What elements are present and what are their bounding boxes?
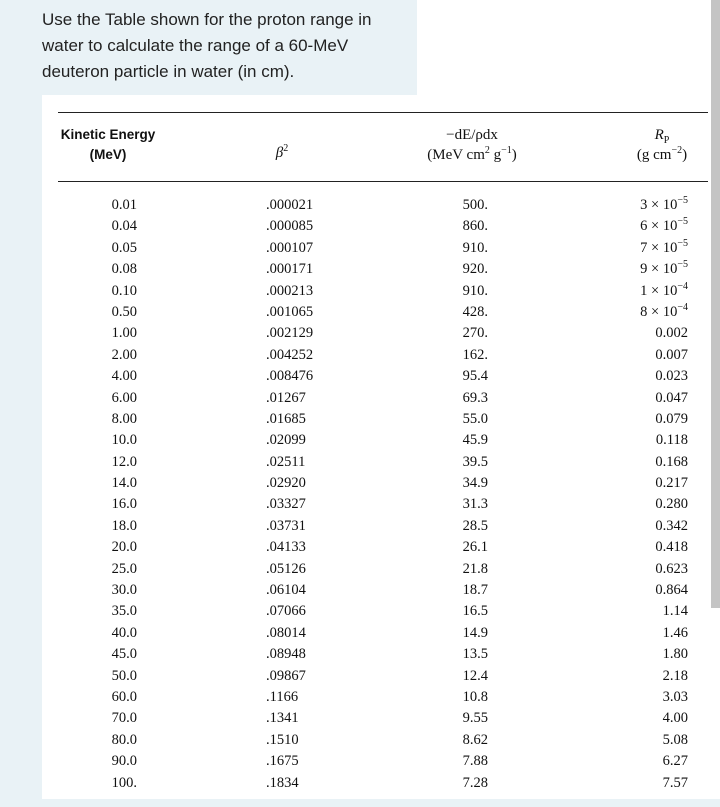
cell-range	[602, 216, 688, 237]
cell-beta-squared: .07066	[266, 603, 306, 620]
cell-stopping-power: 7.28	[462, 774, 488, 791]
table-row	[42, 452, 710, 473]
table-row	[42, 345, 710, 366]
cell-range-value: 9 × 10	[640, 261, 678, 278]
cell-kinetic-energy: 0.08	[111, 261, 137, 278]
cell-range	[602, 323, 688, 344]
cell-range	[602, 452, 688, 473]
cell-range-value: 3 × 10	[640, 197, 678, 213]
cell-kinetic-energy: 10.0	[111, 432, 137, 449]
cell-stopping-power: 95.4	[462, 368, 488, 385]
cell-kinetic-energy: 30.0	[111, 582, 137, 599]
cell-range-value: 0.002	[655, 325, 688, 342]
cell-range-value: 1.80	[662, 646, 688, 663]
cell-range-value: 0.007	[655, 346, 688, 363]
cell-range-value: 0.418	[655, 539, 688, 556]
cell-beta-squared: .008476	[266, 368, 314, 385]
table-row	[42, 559, 710, 580]
cell-range	[602, 516, 688, 537]
cell-stopping-power: 162.	[462, 346, 488, 363]
header-range-r: R	[654, 127, 664, 143]
cell-beta-squared: .000107	[266, 239, 314, 256]
cell-kinetic-energy: 0.01	[111, 197, 137, 213]
cell-stopping-power: 428.	[462, 303, 488, 320]
cell-kinetic-energy: 18.0	[111, 517, 137, 534]
cell-range-value: 0.864	[655, 582, 688, 599]
table-row	[42, 623, 710, 644]
cell-kinetic-energy: 20.0	[111, 539, 137, 556]
cell-kinetic-energy: 1.00	[111, 325, 137, 342]
cell-range	[602, 345, 688, 366]
cell-range-value: 7.57	[662, 774, 688, 791]
cell-range-value: 3.03	[662, 688, 688, 705]
table-header-rule	[58, 181, 708, 182]
cell-beta-squared: .02511	[266, 453, 306, 470]
cell-stopping-power: 45.9	[462, 432, 488, 449]
cell-kinetic-energy: 60.0	[111, 688, 137, 705]
cell-range	[602, 751, 688, 772]
cell-range-value: 7 × 10	[640, 239, 678, 256]
table-row	[42, 323, 710, 344]
cell-stopping-power: 16.5	[462, 603, 488, 620]
cell-kinetic-energy: 2.00	[111, 346, 137, 363]
header-kinetic-energy-label: Kinetic Energy	[60, 127, 156, 142]
header-range-unit-exp: −2	[671, 145, 683, 156]
cell-range	[602, 302, 688, 323]
header-de-unit-exp1: 2	[484, 145, 490, 156]
cell-range-value: 0.047	[655, 389, 688, 406]
table-row	[42, 537, 710, 558]
table-row	[42, 666, 710, 687]
cell-beta-squared: .000171	[266, 261, 314, 278]
cell-kinetic-energy: 50.0	[111, 667, 137, 684]
header-range-unit	[617, 145, 707, 165]
cell-stopping-power: 7.88	[462, 753, 488, 770]
cell-stopping-power: 270.	[462, 325, 488, 342]
cell-stopping-power: 69.3	[462, 389, 488, 406]
cell-range	[602, 281, 688, 302]
cell-range	[602, 259, 688, 280]
cell-range	[602, 388, 688, 409]
cell-range	[602, 730, 688, 751]
cell-beta-squared: .1166	[266, 688, 299, 705]
cell-range	[602, 580, 688, 601]
cell-stopping-power: 21.8	[462, 560, 488, 577]
question-panel	[0, 0, 417, 95]
cell-stopping-power: 8.62	[462, 731, 488, 748]
cell-beta-squared: .1675	[266, 753, 299, 770]
cell-kinetic-energy: 0.10	[111, 282, 137, 299]
header-kinetic-energy	[58, 125, 158, 165]
cell-range-value: 5.08	[662, 731, 688, 748]
cell-beta-squared: .03731	[266, 517, 306, 534]
cell-kinetic-energy: 90.0	[111, 753, 137, 770]
cell-beta-squared: .08014	[266, 624, 306, 641]
left-margin-panel	[0, 95, 42, 807]
table-row	[42, 773, 710, 794]
cell-stopping-power: 39.5	[462, 453, 488, 470]
table-row	[42, 302, 710, 323]
cell-beta-squared: .001065	[266, 303, 314, 320]
table-row	[42, 687, 710, 708]
cell-beta-squared: .06104	[266, 582, 306, 599]
cell-kinetic-energy: 0.04	[111, 218, 137, 235]
cell-kinetic-energy: 40.0	[111, 624, 137, 641]
table-row	[42, 430, 710, 451]
cell-beta-squared: .05126	[266, 560, 306, 577]
cell-range-value: 0.280	[655, 496, 688, 513]
header-range	[617, 125, 707, 165]
cell-stopping-power: 910.	[462, 282, 488, 299]
cell-beta-squared: .01267	[266, 389, 306, 406]
cell-stopping-power: 910.	[462, 239, 488, 256]
cell-kinetic-energy: 35.0	[111, 603, 137, 620]
cell-kinetic-energy: 70.0	[111, 710, 137, 727]
cell-stopping-power: 14.9	[462, 624, 488, 641]
cell-range-value: 0.118	[655, 432, 688, 449]
vertical-scrollbar[interactable]	[711, 0, 720, 608]
cell-range	[602, 195, 688, 216]
cell-kinetic-energy: 45.0	[111, 646, 137, 663]
cell-kinetic-energy: 14.0	[111, 475, 137, 492]
cell-range-exponent: −4	[677, 302, 688, 314]
header-stopping-power	[402, 125, 542, 165]
cell-range	[602, 430, 688, 451]
cell-range-exponent: −5	[677, 237, 688, 249]
question-text: Use the Table shown for the proton range in water to calculate the range of a 60-MeV deuteron particle in water (in cm).	[42, 10, 372, 81]
table-row	[42, 751, 710, 772]
table-row	[42, 366, 710, 387]
cell-kinetic-energy: 80.0	[111, 731, 137, 748]
cell-range-value: 2.18	[662, 667, 688, 684]
header-range-unit-b: )	[682, 147, 688, 163]
cell-stopping-power: 55.0	[462, 410, 488, 427]
cell-range	[602, 601, 688, 622]
table-row	[42, 388, 710, 409]
cell-beta-squared: .1834	[266, 774, 299, 791]
cell-stopping-power: 9.55	[462, 710, 488, 727]
table-row	[42, 238, 710, 259]
cell-beta-squared: .000021	[266, 197, 314, 213]
cell-range-value: 8 × 10	[640, 303, 678, 320]
cell-range	[602, 537, 688, 558]
cell-kinetic-energy: 12.0	[111, 453, 137, 470]
header-range-subscript: P	[663, 135, 670, 146]
header-kinetic-energy-unit: (MeV)	[89, 147, 127, 162]
cell-range	[602, 366, 688, 387]
cell-range	[602, 409, 688, 430]
cell-range-value: 0.079	[655, 410, 688, 427]
cell-beta-squared: .09867	[266, 667, 306, 684]
table-row	[42, 473, 710, 494]
cell-beta-squared: .000085	[266, 218, 314, 235]
cell-stopping-power: 18.7	[462, 582, 488, 599]
cell-kinetic-energy: 100.	[111, 774, 137, 791]
cell-range	[602, 666, 688, 687]
cell-range-value: 1.46	[662, 624, 688, 641]
table-row	[42, 708, 710, 729]
header-stopping-power-label: −dE/ρdx	[446, 127, 498, 143]
cell-beta-squared: .03327	[266, 496, 306, 513]
cell-range	[602, 644, 688, 665]
cell-range-exponent: −5	[677, 216, 688, 228]
header-beta-exponent: 2	[283, 143, 289, 154]
cell-range	[602, 473, 688, 494]
table-row	[42, 644, 710, 665]
cell-kinetic-energy: 16.0	[111, 496, 137, 513]
cell-beta-squared: .04133	[266, 539, 306, 556]
cell-range-value: 4.00	[662, 710, 688, 727]
cell-range-exponent: −4	[677, 280, 688, 292]
cell-kinetic-energy: 25.0	[111, 560, 137, 577]
cell-stopping-power: 31.3	[462, 496, 488, 513]
cell-kinetic-energy: 0.05	[111, 239, 137, 256]
bottom-margin-panel	[0, 799, 720, 807]
cell-kinetic-energy: 4.00	[111, 368, 137, 385]
cell-kinetic-energy: 0.50	[111, 303, 137, 320]
cell-stopping-power: 860.	[462, 218, 488, 235]
proton-range-table	[42, 95, 710, 799]
cell-range-exponent: −5	[677, 259, 688, 271]
cell-range-exponent: −5	[677, 195, 688, 207]
cell-range	[602, 559, 688, 580]
cell-beta-squared: .1341	[266, 710, 299, 727]
cell-range	[602, 494, 688, 515]
cell-beta-squared: .02099	[266, 432, 306, 449]
header-beta-symbol: β	[275, 145, 284, 161]
table-row	[42, 494, 710, 515]
cell-beta-squared: .01685	[266, 410, 306, 427]
cell-range	[602, 687, 688, 708]
header-beta-squared	[252, 143, 312, 163]
cell-range-value: 0.623	[655, 560, 688, 577]
header-range-unit-a: (g cm	[636, 147, 672, 163]
cell-beta-squared: .1510	[266, 731, 299, 748]
cell-range-value: 1 × 10	[640, 282, 678, 299]
cell-range	[602, 238, 688, 259]
cell-beta-squared: .004252	[266, 346, 314, 363]
cell-range-value: 0.342	[655, 517, 688, 534]
header-de-unit-c: )	[511, 147, 517, 163]
table-row	[42, 259, 710, 280]
cell-beta-squared: .002129	[266, 325, 314, 342]
cell-beta-squared: .000213	[266, 282, 314, 299]
header-de-unit-exp2: −1	[501, 145, 512, 156]
cell-stopping-power: 34.9	[462, 475, 488, 492]
cell-range	[602, 623, 688, 644]
cell-kinetic-energy: 8.00	[111, 410, 137, 427]
cell-beta-squared: .08948	[266, 646, 306, 663]
cell-range	[602, 773, 688, 794]
table-row	[42, 601, 710, 622]
cell-stopping-power: 12.4	[462, 667, 488, 684]
table-row	[42, 580, 710, 601]
table-top-rule	[58, 112, 708, 113]
header-stopping-power-unit	[402, 145, 542, 165]
table-row	[42, 216, 710, 237]
cell-stopping-power: 10.8	[462, 688, 488, 705]
table-row	[42, 409, 710, 430]
cell-stopping-power: 920.	[462, 261, 488, 278]
cell-range-value: 6 × 10	[640, 218, 678, 235]
cell-range-value: 0.023	[655, 368, 688, 385]
cell-stopping-power: 500.	[462, 197, 488, 213]
table-row	[42, 730, 710, 751]
cell-stopping-power: 28.5	[462, 517, 488, 534]
cell-range-value: 0.217	[655, 475, 688, 492]
header-de-unit-b: g	[489, 147, 502, 163]
cell-stopping-power: 26.1	[462, 539, 488, 556]
cell-range-value: 1.14	[662, 603, 688, 620]
cell-range-value: 6.27	[662, 753, 688, 770]
header-de-unit-a: (MeV cm	[427, 147, 485, 163]
cell-beta-squared: .02920	[266, 475, 306, 492]
table-body	[42, 195, 710, 794]
table-row	[42, 516, 710, 537]
cell-range-value: 0.168	[655, 453, 688, 470]
cell-stopping-power: 13.5	[462, 646, 488, 663]
table-row	[42, 281, 710, 302]
cell-kinetic-energy: 6.00	[111, 389, 137, 406]
cell-range	[602, 708, 688, 729]
header-range-symbol	[617, 125, 707, 145]
table-row	[42, 195, 710, 216]
